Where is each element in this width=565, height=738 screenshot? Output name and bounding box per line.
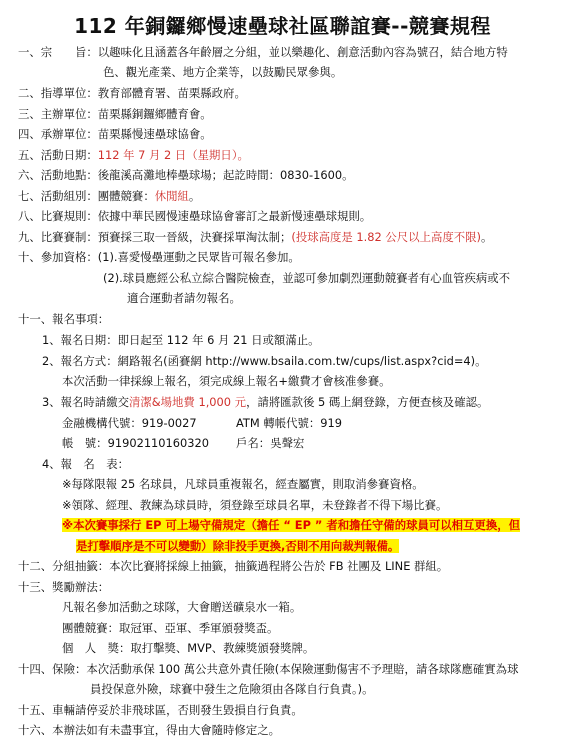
ep-rule-line-1: [62, 517, 520, 533]
section-division-text: 團體競賽：: [97, 189, 155, 204]
account-name: 吳聲宏: [270, 435, 305, 450]
section-venue-label: 六、活動地點：: [18, 168, 98, 183]
section-registration-label: 十一、報名事項：: [18, 312, 110, 327]
bank-code-label: 金融機構代號：: [62, 415, 142, 430]
section-insurance-text: 本次活動承保 100 萬公共意外責任險(本保險運動傷害不予理賠，請各球隊應確實為球: [86, 661, 519, 676]
account-name-line: [236, 435, 304, 451]
document-title: 112 年銅鑼鄉慢速壘球社區聯誼賽--競賽規程: [74, 14, 491, 38]
section-draw-label: 十二、分組抽籤：: [18, 558, 110, 573]
registration-method-note: 本次活動一律採線上報名，須完成線上報名+繳費才會核准參賽。: [62, 373, 391, 388]
section-division: [18, 188, 200, 204]
section-format: [18, 229, 492, 245]
section-amendment: 十六、本辦法如有未盡事宜，得由大會隨時修定之。: [18, 723, 280, 737]
section-eligibility-label: 十、參加資格：: [18, 250, 98, 265]
section-venue: [18, 167, 353, 183]
award-individual: 個 人 獎：取打擊獎、MVP、教練獎頒發獎牌。: [62, 640, 315, 655]
section-venue-text: 後龍溪高灘地棒壘球場；起訖時間：0830-1600。: [97, 168, 354, 183]
eligibility-item-2-cont: 適合運動者請勿報名。: [127, 291, 241, 306]
section-date-label: 五、活動日期：: [18, 148, 98, 163]
atm-code-line: [236, 415, 342, 431]
section-guidance-label: 二、指導單位：: [18, 86, 98, 101]
section-awards-label: 十三、獎勵辦法：: [18, 579, 110, 594]
section-parking: 十五、車輛請停妥於非飛球區，否則發生毀損自行負責。: [18, 702, 303, 717]
fee-amount: 清潔&場地費 1,000 元: [128, 394, 247, 409]
registration-form-label: 4、報 名 表：: [42, 456, 129, 471]
division-group: 休閒組: [154, 189, 189, 204]
event-date: 112 年 7 月 2 日（星期日）。: [97, 148, 249, 163]
section-purpose-text: 以趣味化且涵蓋各年齡層之分組，並以樂趣化、創意活動內容為號召，結合地方特: [97, 45, 508, 59]
ep-rule-line-2: [76, 538, 399, 554]
section-guidance: [18, 85, 246, 101]
section-purpose: [18, 44, 508, 60]
eligibility-item-2: (2).球員應經公私立綜合醫院檢查，並認可參加劇烈運動競賽者有心血管疾病或不: [103, 271, 511, 286]
ep-rule-text-1: ※本次賽事採行 EP 可上場守備規定（擔任 “ EP ” 者和擔任守備的球員可以相互更換，但: [62, 517, 520, 532]
section-rules-label: 八、比賽規則：: [18, 209, 98, 224]
atm-code: 919: [320, 415, 343, 430]
award-water: 凡報名參加活動之球隊，大會贈送礦泉水一箱。: [62, 599, 302, 614]
account-number: 91902110160320: [107, 435, 210, 450]
section-rules-text: 依據中華民國慢速壘球協會審訂之最新慢速壘球規則。: [97, 209, 372, 224]
section-guidance-text: 教育部體育署、苗栗縣政府。: [97, 86, 246, 101]
registration-date: 1、報名日期：即日起至 112 年 6 月 21 日或額滿止。: [42, 332, 320, 347]
section-division-label: 七、活動組別：: [18, 189, 98, 204]
section-rules: [18, 208, 371, 224]
bank-code: 919-0027: [141, 415, 197, 430]
pitch-height-note: (投球高度是 1.82 公尺以上高度不限): [291, 230, 481, 245]
section-organizer: [18, 106, 212, 122]
section-draw: [18, 558, 448, 574]
atm-code-label: ATM 轉帳代號：: [236, 415, 321, 430]
section-purpose-label: 一、宗 旨：: [18, 45, 98, 59]
registration-fee-pre: 3、報名時請繳交: [42, 394, 129, 409]
section-insurance-cont: 員投保意外險，球賽中發生之危險須由各隊自行負責。)。: [90, 682, 374, 696]
account-number-line: [62, 435, 209, 451]
award-team: 團體競賽：取冠軍、亞軍、季軍頒發獎盃。: [62, 620, 279, 635]
section-organizer-text: 苗栗縣銅鑼鄉體育會。: [97, 107, 212, 122]
roster-rule-1: ※每隊限報 25 名球員，凡球員重複報名，經查屬實，則取消參賽資格。: [62, 476, 424, 491]
section-format-end: 。: [480, 230, 493, 245]
registration-fee-post: ，請將匯款後 5 碼上網登錄，方便查核及確認。: [246, 394, 489, 409]
registration-method: 2、報名方式：網路報名(函賽網 http://www.bsaila.com.tw/cups/list.aspx?cid=4)。: [42, 353, 487, 368]
roster-rule-2: ※領隊、經理、教練為球員時，須登錄至球員名單，未登錄者不得下場比賽。: [62, 497, 448, 512]
section-format-text: 預賽採三取一晉級，決賽採單淘汰制；: [97, 230, 292, 245]
section-executor-label: 四、承辦單位：: [18, 127, 98, 142]
section-organizer-label: 三、主辦單位：: [18, 107, 98, 122]
eligibility-item-1: (1).喜愛慢壘運動之民眾皆可報名參加。: [97, 250, 300, 265]
section-executor-text: 苗栗縣慢速壘球協會。: [97, 127, 212, 142]
section-purpose-cont: 色、觀光產業、地方企業等，以鼓勵民眾參與。: [103, 65, 343, 80]
section-date: [18, 147, 249, 163]
section-insurance-label: 十四、保險：: [18, 661, 87, 676]
section-eligibility: [18, 249, 300, 265]
account-name-label: 戶名：: [236, 435, 271, 450]
section-draw-text: 本次比賽將採線上抽籤，抽籤過程將公告於 FB 社團及 LINE 群組。: [109, 558, 449, 573]
bank-code-line: [62, 415, 197, 431]
section-executor: [18, 126, 212, 142]
section-division-end: 。: [188, 189, 201, 204]
ep-rule-text-2: 是打擊順序是不可以變動）除非投手更換,否則不用向裁判報備。: [76, 538, 400, 553]
section-insurance: [18, 661, 518, 677]
registration-fee: [42, 394, 488, 410]
section-format-label: 九、比賽賽制：: [18, 230, 98, 245]
account-number-label: 帳 號：: [62, 435, 108, 450]
